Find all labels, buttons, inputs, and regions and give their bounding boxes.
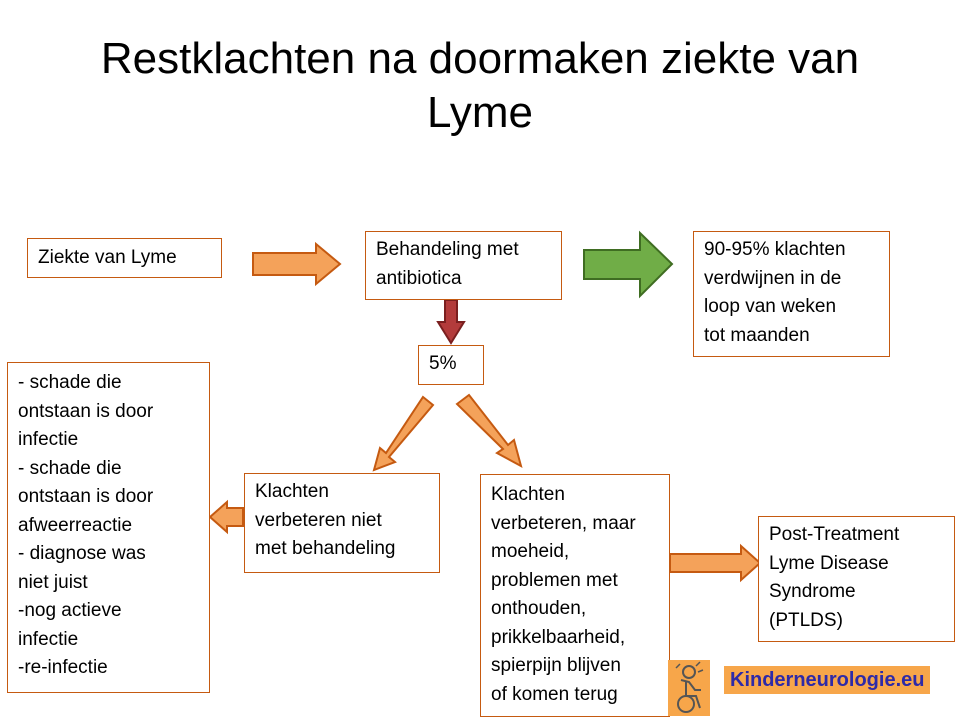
logo (668, 660, 933, 716)
box-recovery: 90-95% klachten verdwijnen in de loop van weken tot maanden (693, 231, 890, 357)
box-lyme-disease: Ziekte van Lyme (27, 238, 222, 278)
arrow-lyme-to-antibiotics (253, 244, 340, 284)
arrow-not-improve-to-causes (210, 502, 243, 532)
page-title: Restklachten na doormaken ziekte van Lyme (100, 34, 860, 137)
box-antibiotic-treatment: Behandeling met antibiotica (365, 231, 562, 300)
logo-text: Kinderneurologie.eu (724, 666, 930, 694)
arrow-five-percent-to-not-improve (374, 397, 433, 470)
arrow-antibiotics-to-recovery (584, 233, 672, 296)
arrow-antibiotics-to-five-percent (438, 300, 464, 343)
wheelchair-person-icon (668, 660, 710, 716)
arrow-five-percent-to-improve-but (457, 395, 521, 466)
box-causes-list: - schade die ontstaan is door infectie - schade die ontstaan is door afweerreactie - diagnose was niet juist -nog actieve infectie -re-infectie (7, 362, 210, 693)
arrow-improve-but-to-ptlds (670, 546, 760, 580)
box-five-percent: 5% (418, 345, 484, 385)
box-partial-improvement: Klachten verbeteren, maar moeheid, problemen met onthouden, prikkelbaarheid, spierpijn blijven of komen terug (480, 474, 670, 717)
box-no-improvement: Klachten verbeteren niet met behandeling (244, 473, 440, 573)
box-ptlds: Post-Treatment Lyme Disease Syndrome (PTLDS) (758, 516, 955, 642)
